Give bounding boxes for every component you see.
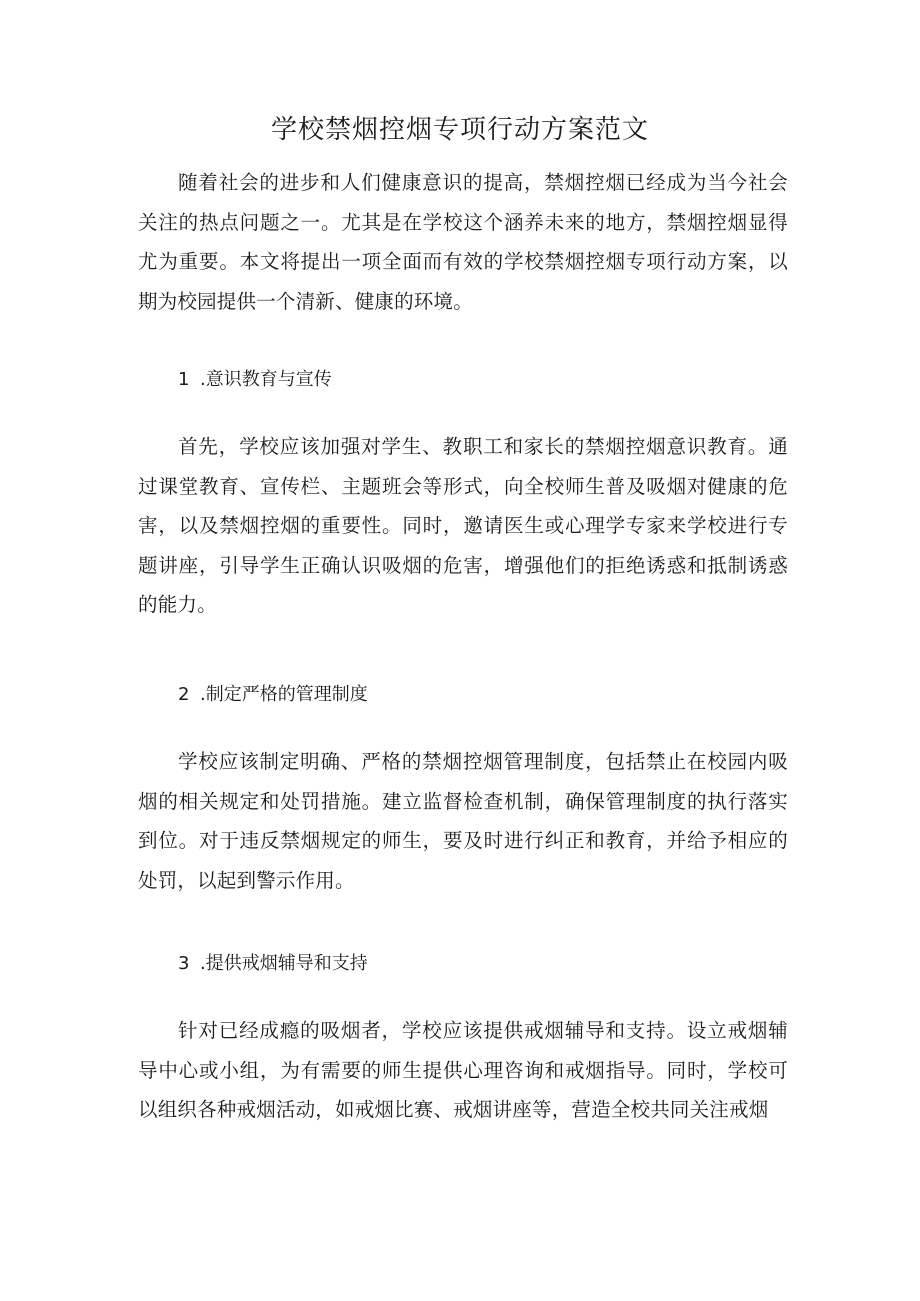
section-number: 3	[178, 953, 190, 974]
intro-paragraph: 随着社会的进步和人们健康意识的提高，禁烟控烟已经成为当今社会关注的热点问题之一。尤其是在学校这个涵养未来的地方，禁烟控烟显得尤为重要。本文将提出一项全面而有效的学校禁烟控烟专项行动方案，以期为校园提供一个清新、健康的环境。	[138, 171, 788, 313]
section-heading-2	[178, 681, 368, 709]
section-title: .意识教育与宣传	[200, 369, 332, 390]
section-title: .制定严格的管理制度	[200, 684, 368, 705]
document-title: 学校禁烟控烟专项行动方案范文	[270, 115, 649, 145]
section-heading-3	[178, 950, 368, 978]
section-number: 1	[178, 369, 190, 390]
section-body-3: 针对已经成瘾的吸烟者，学校应该提供戒烟辅导和支持。设立戒烟辅导中心或小组，为有需要的师生提供心理咨询和戒烟指导。同时，学校可以组织各种戒烟活动，如戒烟比赛、戒烟讲座等，营造全校共同关注戒烟	[138, 1019, 788, 1121]
section-body-1: 首先，学校应该加强对学生、教职工和家长的禁烟控烟意识教育。通过课堂教育、宣传栏、主题班会等形式，向全校师生普及吸烟对健康的危害，以及禁烟控烟的重要性。同时，邀请医生或心理学专家来学校进行专题讲座，引导学生正确认识吸烟的危害，增强他们的拒绝诱惑和抵制诱惑的能力。	[138, 435, 788, 616]
section-title: .提供戒烟辅导和支持	[200, 953, 368, 974]
section-number: 2	[178, 684, 190, 705]
section-heading-1	[178, 366, 332, 394]
section-body-2: 学校应该制定明确、严格的禁烟控烟管理制度，包括禁止在校园内吸烟的相关规定和处罚措施。建立监督检查机制，确保管理制度的执行落实到位。对于违反禁烟规定的师生，要及时进行纠正和教育，并给予相应的处罚，以起到警示作用。	[138, 750, 788, 892]
